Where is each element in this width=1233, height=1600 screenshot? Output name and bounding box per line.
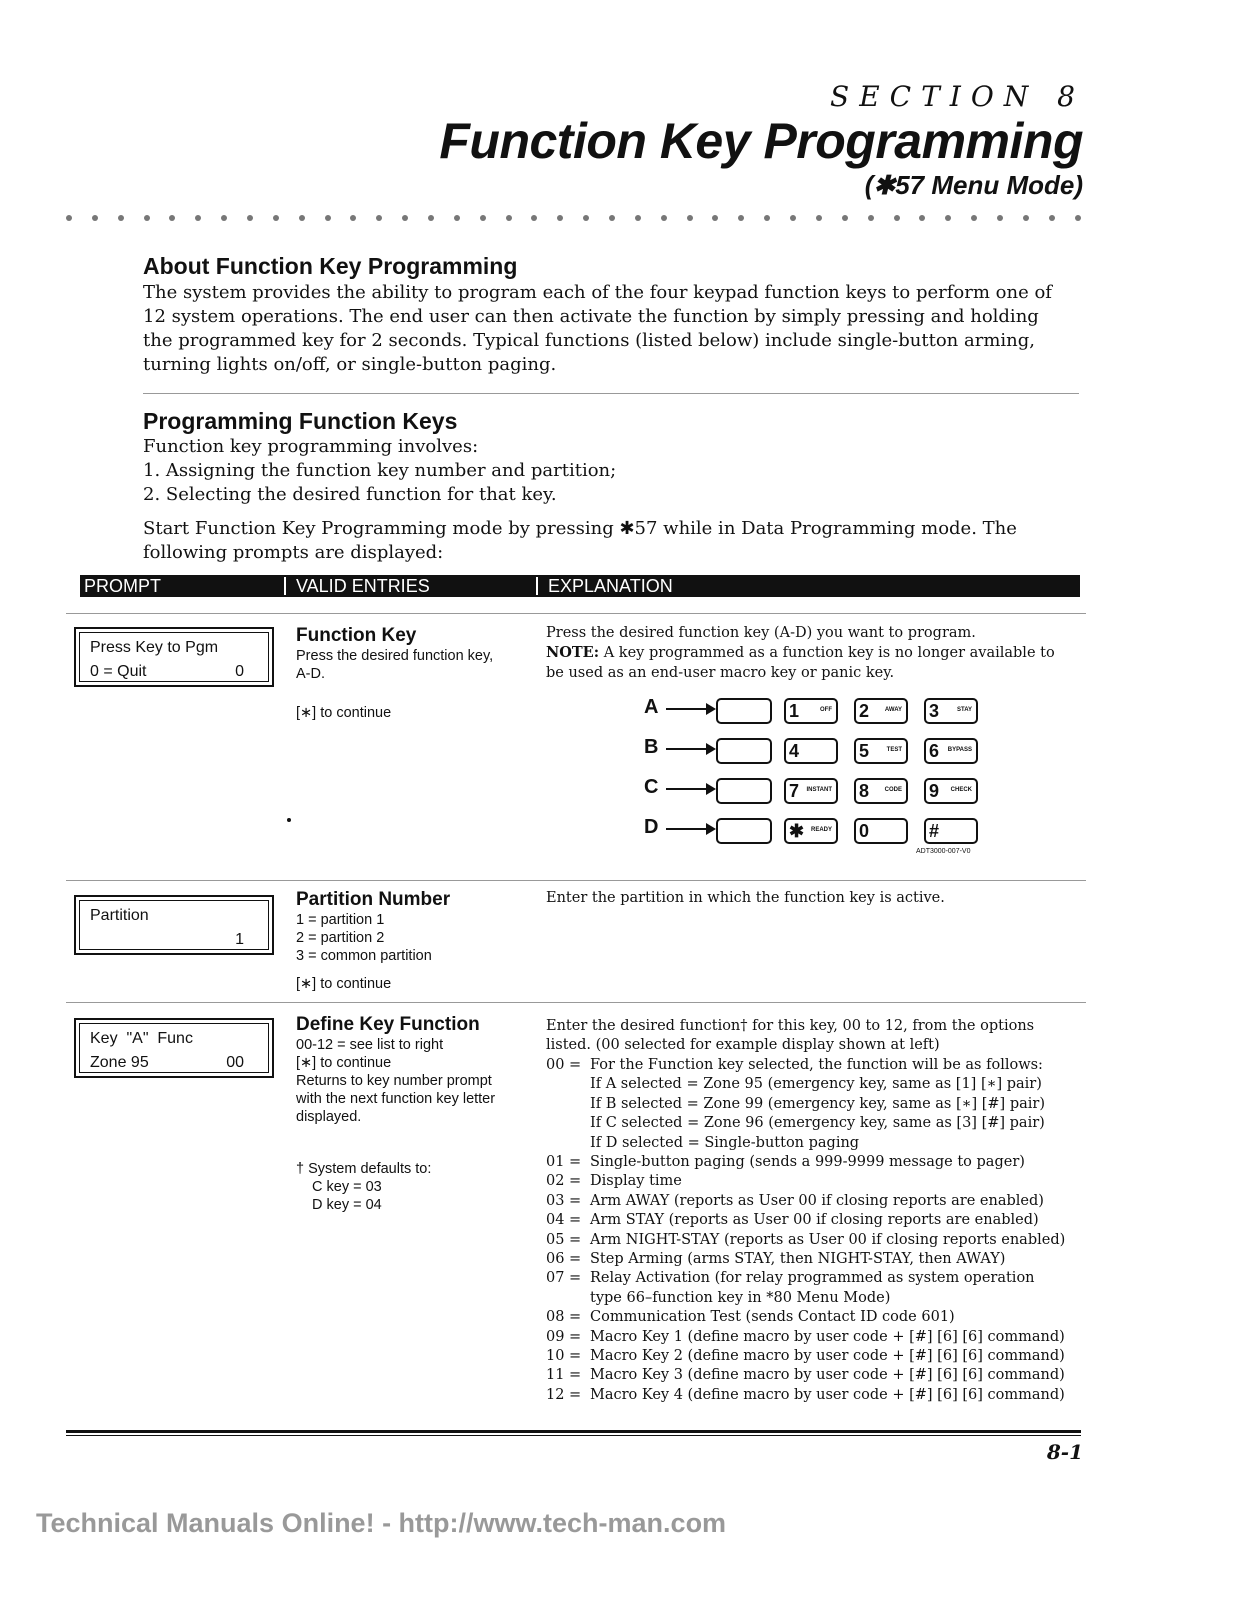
option-description: Macro Key 2 (define macro by user code + [#] [6] [6] command) [590,1348,1065,1364]
divider-dot [428,215,434,221]
key-sublabel: TEST [886,747,902,753]
divider-dot [169,215,175,221]
divider-dot [299,215,305,221]
figure-code: ADT3000-007-V0 [916,848,971,855]
function-key-letter: B [644,736,659,758]
option-description: Macro Key 3 (define macro by user code + [#] [6] [6] command) [590,1367,1065,1384]
function-key-blank [716,778,772,804]
function-key-blank [716,738,772,764]
option-number: 11 = [546,1367,582,1384]
divider-dot [247,215,253,221]
option-number: 08 = [546,1309,582,1326]
option-number: 02 = [546,1173,582,1190]
divider-dot [557,215,563,221]
lcd-value: 0 [235,663,244,680]
key-number: 4 [789,741,800,761]
programming-intro: Function key programming involves: [143,436,479,457]
option-description: Macro Key 1 (define macro by user code + [#] [6] [6] command) [590,1328,1065,1345]
defaults-note: D key = 04 [312,1197,382,1213]
divider-dot [402,215,408,221]
function-option [546,1232,1086,1251]
function-option [546,1154,1086,1173]
partition-option: 3 = common partition [296,948,432,964]
function-option [546,1329,1086,1348]
divider-dot [66,215,72,221]
option-number: 12 = [546,1386,582,1403]
divider-dot [919,215,925,221]
divider-dot [894,215,900,221]
arrow-icon [666,748,714,750]
entry-desc: Press the desired function key, [296,648,494,664]
key-sublabel: CODE [884,787,902,793]
entry-desc: 00-12 = see list to right [296,1037,444,1053]
divider-dot [273,215,279,221]
continue-text: [∗] to continue [296,705,392,721]
about-line: turning lights on/off, or single-button paging. [143,354,557,375]
option-description: Arm AWAY (reports as User 00 if closing reports are enabled) [590,1192,1044,1209]
option-number: 05 = [546,1231,582,1248]
about-line: 12 system operations. The end user can then activate the function by simply pressing and holding [143,306,1039,327]
programming-step: 1. Assigning the function key number and partition; [143,460,617,481]
keypad-key [924,738,978,764]
option-description: Macro Key 4 (define macro by user code + [#] [6] [6] command) [590,1386,1065,1403]
about-paragraph [143,281,1083,377]
about-line: the programmed key for 2 seconds. Typical functions (listed below) include single-button arming, [143,330,1035,351]
divider-dot [764,215,770,221]
entry-desc: Returns to key number prompt [296,1073,492,1089]
key-number: # [929,821,940,841]
option-description: Single-button paging (sends a 999-9999 message to pager) [590,1154,1025,1170]
divider-dot [325,215,331,221]
divider-dot [687,215,693,221]
function-option [546,1076,1086,1095]
divider-dot [118,215,124,221]
divider-dot [144,215,150,221]
stray-dot [287,818,291,822]
explanation-partition: Enter the partition in which the function key is active. [546,890,945,906]
start-line: Start Function Key Programming mode by pressing ✱57 while in Data Programming mode. The [143,518,1017,539]
footer-rule [66,1430,1081,1433]
row-divider [66,613,1086,614]
keypad-key [854,818,908,844]
about-line: The system provides the ability to program each of the four keypad function keys to perform one of [143,282,1052,303]
option-description: Arm NIGHT-STAY (reports as User 00 if closing reports enabled) [590,1231,1066,1248]
entry-desc: with the next function key letter [296,1091,496,1107]
divider-dot [376,215,382,221]
key-number: 3 [929,701,940,721]
divider-dot [1075,215,1081,221]
keypad-key [924,698,978,724]
function-option [546,1096,1086,1115]
function-option [546,1057,1086,1076]
option-number: 10 = [546,1348,582,1364]
arrow-icon [666,828,714,830]
key-sublabel: READY [810,827,832,833]
divider-dot [480,215,486,221]
divider-dot [997,215,1003,221]
function-key-blank [716,818,772,844]
note-line [546,643,1086,663]
note-text: A key programmed as a function key is no longer available to [599,645,1055,662]
option-description: Display time [590,1173,682,1190]
keypad-key [854,778,908,804]
divider-dot [1049,215,1055,221]
function-option [546,1348,1086,1367]
keypad-key [924,778,978,804]
programming-heading: Programming Function Keys [143,408,458,434]
watermark: Technical Manuals Online! - http://www.tech-man.com [36,1508,727,1538]
row-divider [66,1002,1086,1003]
entry-desc: A-D. [296,666,325,682]
column-separator [536,577,538,595]
start-paragraph [143,517,1083,565]
option-description: If D selected = Single-button paging [590,1134,860,1151]
section-label: SECTION 8 [830,80,1085,113]
section-divider [143,393,1079,394]
arrow-icon [666,708,714,710]
partition-option: 1 = partition 1 [296,912,385,928]
defaults-note: C key = 03 [312,1179,382,1195]
column-header-explanation: EXPLANATION [548,576,673,596]
function-option [546,1115,1086,1134]
option-number: 09 = [546,1328,582,1345]
function-key-letter: C [644,776,659,798]
page-number: 8-1 [1046,1440,1083,1464]
start-line: following prompts are displayed: [143,542,444,563]
key-sublabel: INSTANT [806,787,832,793]
defaults-note: † System defaults to: [296,1161,432,1177]
option-description: For the Function key selected, the function will be as follows: [590,1057,1043,1073]
function-key-blank [716,698,772,724]
option-number: 01 = [546,1154,582,1170]
option-number: 00 = [546,1057,582,1073]
divider-dot [1023,215,1029,221]
key-number: 5 [859,741,870,761]
key-sublabel: STAY [956,707,972,713]
about-heading: About Function Key Programming [143,253,518,279]
divider-dot [531,215,537,221]
function-options-list [546,1057,1086,1407]
lcd-line-2: Zone 95 [90,1054,149,1071]
key-sublabel: BYPASS [947,747,972,753]
function-option [546,1135,1086,1154]
explanation-line: Enter the desired function† for this key, 00 to 12, from the options [546,1018,1035,1034]
partition-option: 2 = partition 2 [296,930,385,946]
divider-dot [816,215,822,221]
divider-dot [945,215,951,221]
page-title: Function Key Programming [439,113,1083,169]
lcd-value: 00 [226,1054,244,1071]
entry-title: Partition Number [296,889,451,910]
explanation-line: Press the desired function key (A-D) you want to program. [546,625,976,641]
continue-text: [∗] to continue [296,976,392,992]
lcd-display-partition [74,895,274,955]
keypad-key [784,698,838,724]
entry-desc: [∗] to continue [296,1055,392,1071]
divider-dot [790,215,796,221]
key-number: 0 [859,821,870,841]
option-number: 03 = [546,1192,582,1209]
column-header-valid-entries: VALID ENTRIES [296,576,430,596]
programming-paragraph [143,435,1083,507]
key-number: 9 [929,781,940,801]
keypad-key [784,738,838,764]
option-description: Step Arming (arms STAY, then NIGHT-STAY, then AWAY) [590,1251,1006,1267]
keypad-diagram [640,690,990,860]
function-option [546,1387,1086,1406]
function-option [546,1309,1086,1328]
explanation-line: be used as an end-user macro key or panic key. [546,664,895,681]
option-description: If A selected = Zone 95 (emergency key, same as [1] [∗] pair) [590,1076,1042,1093]
explanation-line: listed. (00 selected for example display shown at left) [546,1037,940,1054]
option-number: 07 = [546,1270,582,1287]
decorative-dot-divider [66,212,1081,224]
option-number: 06 = [546,1251,582,1267]
column-header-prompt: PROMPT [84,576,162,596]
valid-entries-function-key [296,625,536,722]
option-description: Arm STAY (reports as User 00 if closing reports are enabled) [590,1212,1039,1229]
entry-title: Define Key Function [296,1014,480,1035]
divider-dot [609,215,615,221]
lcd-display-key-func [74,1018,274,1078]
function-key-letter: D [644,816,659,838]
divider-dot [971,215,977,221]
row-divider [66,880,1086,881]
divider-dot [506,215,512,221]
table-header [80,575,1080,597]
option-description: Relay Activation (for relay programmed as system operation [590,1270,1035,1287]
function-option [546,1251,1086,1270]
key-number: 1 [789,701,800,721]
explanation-key-function [546,1017,1086,1056]
entry-title: Function Key [296,625,417,646]
explanation-function-key [546,624,1086,683]
function-option [546,1367,1086,1386]
programming-step: 2. Selecting the desired function for that key. [143,484,557,505]
column-separator [284,577,286,595]
key-sublabel: AWAY [884,707,902,713]
divider-dot [635,215,641,221]
lcd-line-1: Press Key to Pgm [90,639,219,656]
divider-dot [454,215,460,221]
key-sublabel: CHECK [950,787,972,793]
option-description: Communication Test (sends Contact ID code 601) [590,1309,955,1326]
divider-dot [350,215,356,221]
lcd-line-1: Key "A" Func [90,1030,193,1047]
valid-entries-partition [296,889,536,993]
divider-dot [583,215,589,221]
function-option [546,1290,1086,1309]
lcd-line-1: Partition [90,907,149,924]
divider-dot [712,215,718,221]
lcd-display-function-key [74,627,274,687]
divider-dot [868,215,874,221]
note-label: NOTE: [546,644,600,662]
function-option [546,1193,1086,1212]
lcd-line-2: 0 = Quit [90,663,147,680]
divider-dot [92,215,98,221]
keypad-key [854,698,908,724]
key-number: 2 [859,701,870,721]
function-option [546,1270,1086,1289]
divider-dot [221,215,227,221]
key-sublabel: OFF [820,707,832,713]
keypad-key [924,818,978,844]
divider-dot [661,215,667,221]
keypad-key [854,738,908,764]
arrow-icon [666,788,714,790]
lcd-value: 1 [235,931,244,948]
function-key-letter: A [644,696,659,718]
divider-dot [738,215,744,221]
divider-dot [842,215,848,221]
key-number: ✱ [789,821,805,841]
keypad-key [784,778,838,804]
option-description: If C selected = Zone 96 (emergency key, same as [3] [#] pair) [590,1115,1045,1132]
option-number: 04 = [546,1212,582,1229]
divider-dot [195,215,201,221]
footer-rule [66,1435,1081,1436]
key-number: 6 [929,741,940,761]
page-subtitle: (✱57 Menu Mode) [864,170,1083,200]
option-description: type 66–function key in *80 Menu Mode) [590,1289,891,1306]
key-number: 7 [789,781,800,801]
keypad-key [784,818,838,844]
key-number: 8 [859,781,870,801]
function-option [546,1212,1086,1231]
option-description: If B selected = Zone 99 (emergency key, same as [∗] [#] pair) [590,1095,1045,1112]
valid-entries-key-function [296,1014,536,1214]
entry-desc: displayed. [296,1109,362,1125]
function-option [546,1173,1086,1192]
